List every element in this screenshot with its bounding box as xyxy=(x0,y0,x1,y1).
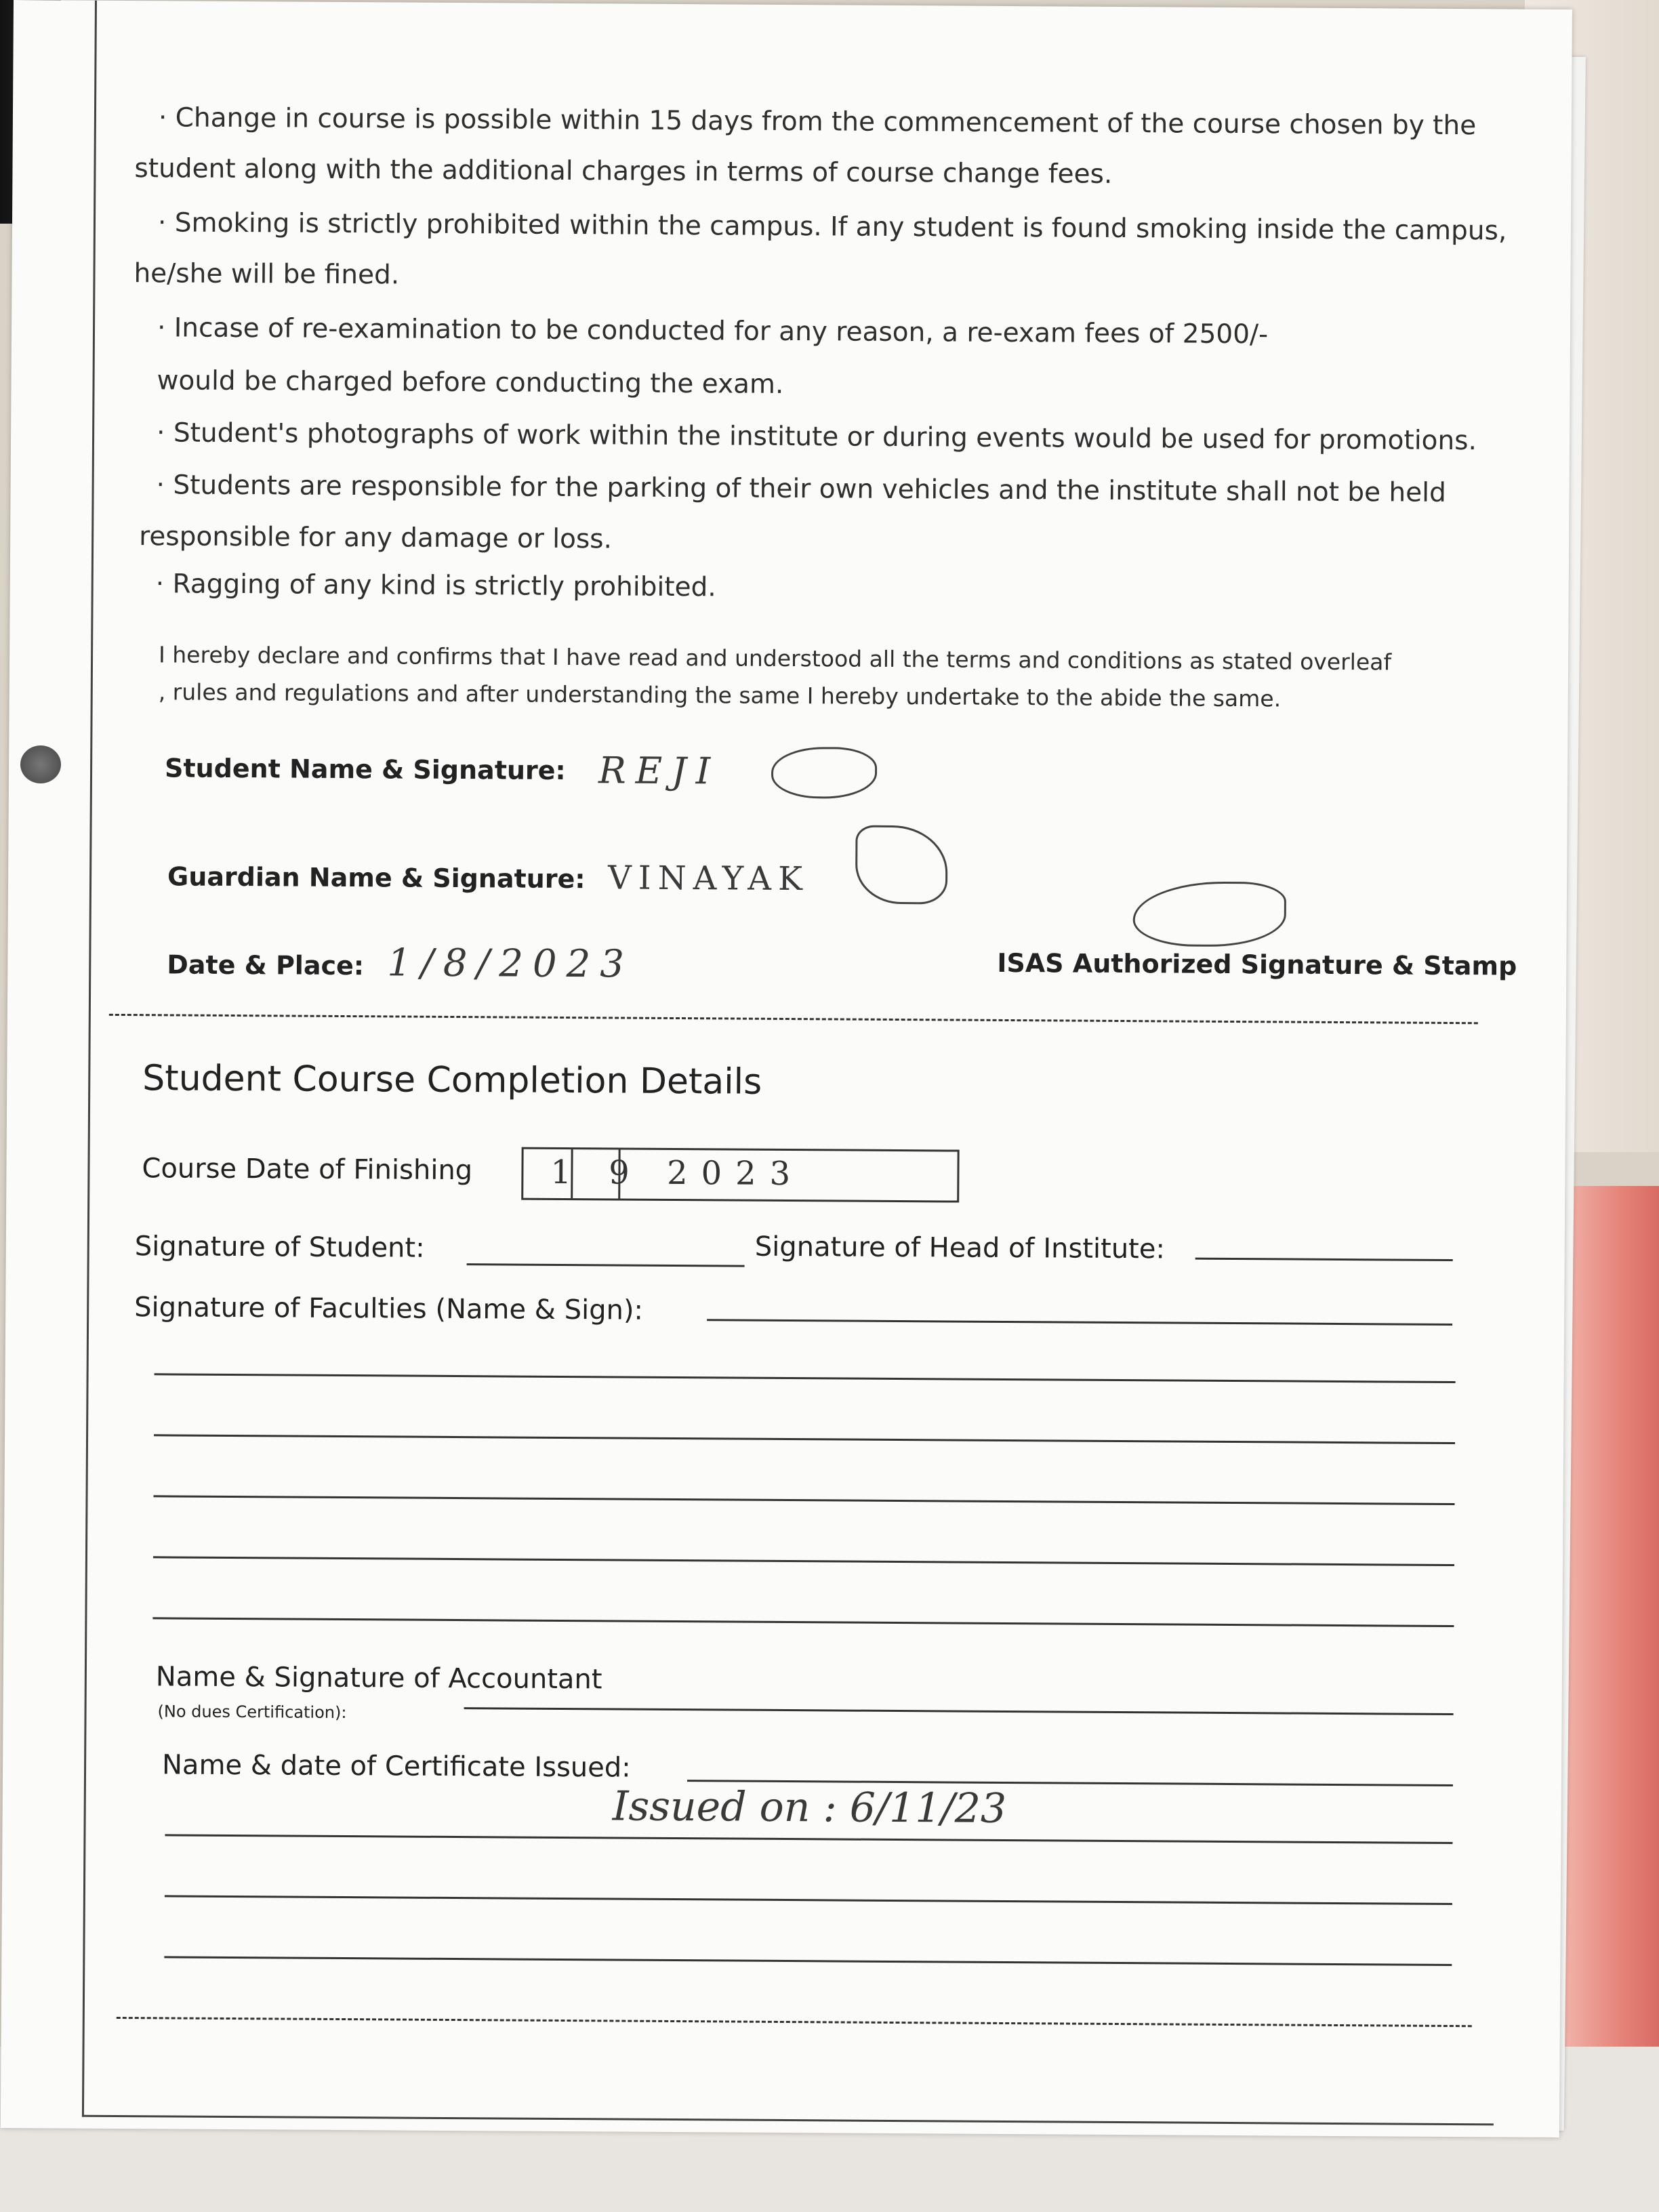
date-place-label: Date & Place: xyxy=(167,949,365,981)
guardian-name-label: Guardian Name & Signature: xyxy=(167,861,586,895)
rule-line-10: · Ragging of any kind is strictly prohibited. xyxy=(155,569,716,603)
finish-date-value: 1 9 2023 xyxy=(550,1153,804,1193)
student-name-value: REJI xyxy=(598,749,720,793)
form-sheet xyxy=(1,0,1572,2137)
rule-line-9: responsible for any damage or loss. xyxy=(139,521,613,555)
declaration-line-1: I hereby declare and confirms that I have read and understood all the terms and conditions as stated overleaf xyxy=(158,641,1392,676)
rule-line-3: · Smoking is strictly prohibited within the campus. If any student is found smoking inside the campus, xyxy=(157,207,1507,247)
rule-line-5: · Incase of re-examination to be conducted for any reason, a re-exam fees of 2500/- xyxy=(157,312,1269,350)
rule-line-2: student along with the additional charges in terms of course change fees. xyxy=(134,153,1113,190)
head-signature-label: Signature of Head of Institute: xyxy=(754,1231,1166,1265)
finish-date-box xyxy=(521,1147,959,1203)
faculties-signature-label: Signature of Faculties (Name & Sign): xyxy=(134,1292,644,1326)
certificate-issued-value: Issued on : 6/11/23 xyxy=(612,1782,1007,1832)
punch-hole xyxy=(20,745,61,783)
guardian-name-value: VINAYAK xyxy=(607,859,810,899)
student-signature xyxy=(771,747,877,799)
student-name-label: Student Name & Signature: xyxy=(164,753,566,785)
accountant-note: (No dues Certification): xyxy=(157,1702,347,1723)
finish-date-label: Course Date of Finishing xyxy=(142,1153,473,1187)
rule-line-6: would be charged before conducting the exam. xyxy=(157,365,784,400)
rule-line-4: he/she will be fined. xyxy=(134,258,400,291)
certificate-label: Name & date of Certificate Issued: xyxy=(161,1749,631,1784)
date-place-value: 1/8/2023 xyxy=(387,941,634,987)
rule-line-7: · Student's photographs of work within the institute or during events would be used for promotions. xyxy=(156,417,1477,457)
accountant-label: Name & Signature of Accountant xyxy=(155,1661,602,1696)
student-signature-label: Signature of Student: xyxy=(134,1231,425,1264)
section-title: Student Course Completion Details xyxy=(142,1058,762,1103)
rule-line-8: · Students are responsible for the parking of their own vehicles and the institute shall not be held xyxy=(156,470,1446,508)
rule-line-1: · Change in course is possible within 15 days from the commencement of the course chosen by the xyxy=(158,102,1477,142)
declaration-line-2: , rules and regulations and after understanding the same I hereby undertake to the abide the same. xyxy=(158,678,1282,712)
isas-signature-label: ISAS Authorized Signature & Stamp xyxy=(997,947,1517,981)
